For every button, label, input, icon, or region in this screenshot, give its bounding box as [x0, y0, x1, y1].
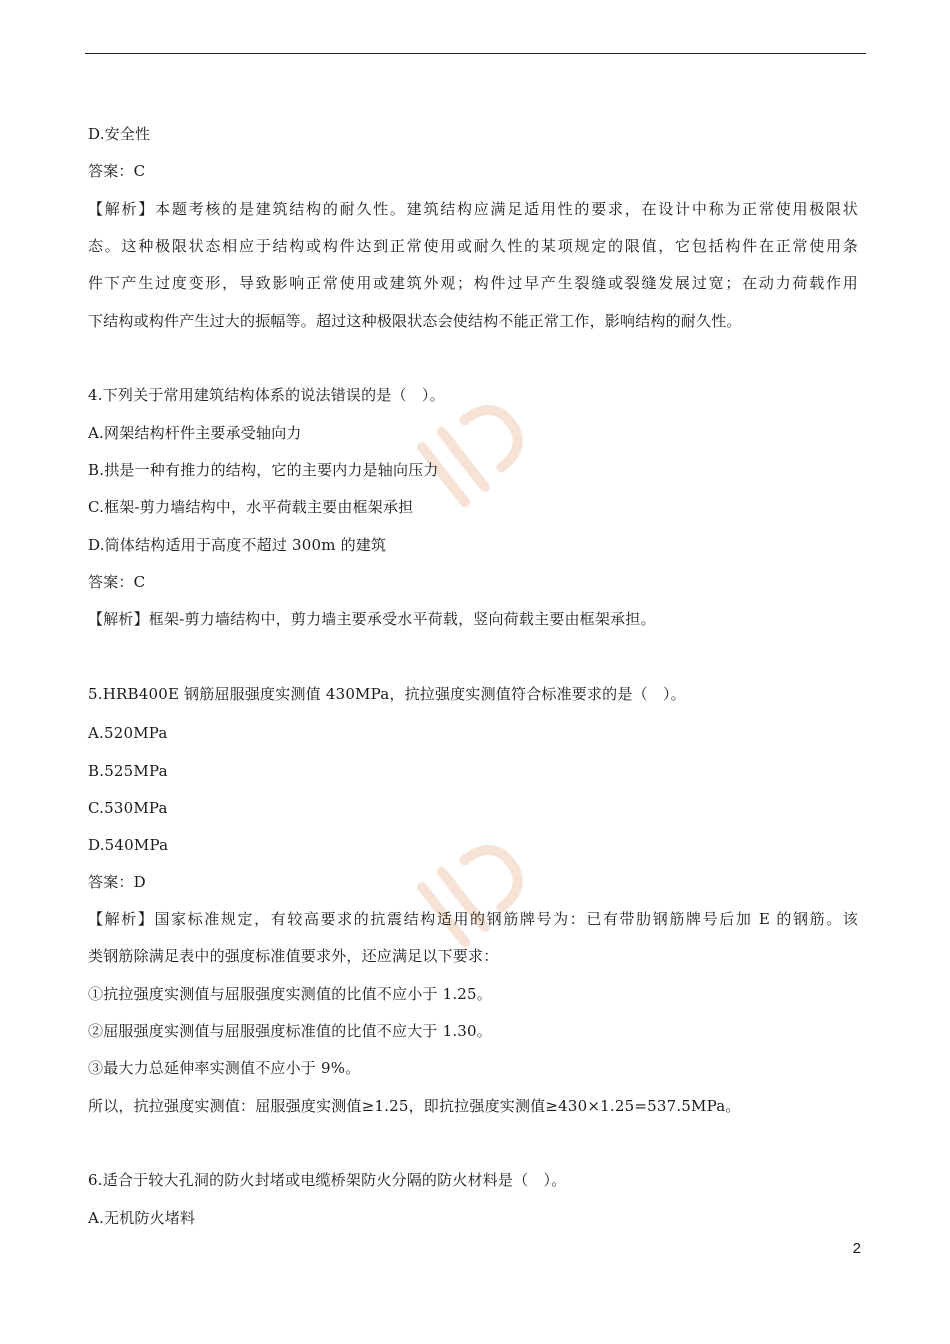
question-6: 6.适合于较大孔洞的防火封堵或电缆桥架防火分隔的防火材料是（ ）。 — [88, 1171, 567, 1189]
option-b-q5: B.525MPa — [88, 762, 168, 780]
analysis-q3-line3: 件下产生过度变形，导致影响正常使用或建筑外观；构件过早产生裂缝或裂缝发展过宽；在动力荷载作用 — [88, 274, 858, 292]
watermark-2 — [400, 820, 550, 960]
analysis-q5-item1: ①抗拉强度实测值与屈服强度实测值的比值不应小于 1.25。 — [88, 985, 492, 1003]
analysis-q4: 【解析】框架-剪力墙结构中，剪力墙主要承受水平荷载，竖向荷载主要由框架承担。 — [88, 610, 656, 628]
analysis-q3-line1: 【解析】本题考核的是建筑结构的耐久性。建筑结构应满足适用性的要求，在设计中称为正常使用极限状 — [88, 200, 858, 218]
analysis-q5-conclusion: 所以，抗拉强度实测值：屈服强度实测值≥1.25，即抗拉强度实测值≥430×1.25=537.5MPa。 — [88, 1097, 741, 1115]
answer-q5: 答案：D — [88, 873, 146, 891]
option-a-q4: A.网架结构杆件主要承受轴向力 — [88, 424, 302, 442]
question-4: 4.下列关于常用建筑结构体系的说法错误的是（ ）。 — [88, 386, 445, 404]
analysis-q3-line4: 下结构或构件产生过大的振幅等。超过这种极限状态会使结构不能正常工作，影响结构的耐久性。 — [88, 312, 742, 330]
analysis-q3-line2: 态。这种极限状态相应于结构或构件达到正常使用或耐久性的某项规定的限值，它包括构件在正常使用条 — [88, 237, 858, 255]
question-5: 5.HRB400E 钢筋屈服强度实测值 430MPa，抗拉强度实测值符合标准要求的是（ ）。 — [88, 685, 686, 703]
answer-q3: 答案：C — [88, 162, 146, 180]
page-number: 2 — [852, 1240, 861, 1257]
analysis-q5-line2: 类钢筋除满足表中的强度标准值要求外，还应满足以下要求： — [88, 947, 499, 965]
option-a-q5: A.520MPa — [88, 724, 168, 742]
analysis-q5-item3: ③最大力总延伸率实测值不应小于 9%。 — [88, 1059, 361, 1077]
option-b-q4: B.拱是一种有推力的结构，它的主要内力是轴向压力 — [88, 461, 439, 479]
analysis-q5-item2: ②屈服强度实测值与屈服强度标准值的比值不应大于 1.30。 — [88, 1022, 492, 1040]
answer-q4: 答案：C — [88, 573, 146, 591]
option-d-q4: D.筒体结构适用于高度不超过 300m 的建筑 — [88, 536, 387, 554]
option-d-q3: D.安全性 — [88, 125, 151, 143]
option-a-q6: A.无机防火堵料 — [88, 1209, 196, 1227]
option-d-q5: D.540MPa — [88, 836, 169, 854]
header-rule — [85, 53, 866, 54]
option-c-q5: C.530MPa — [88, 799, 168, 817]
analysis-q5-line1: 【解析】国家标准规定，有较高要求的抗震结构适用的钢筋牌号为：已有带肋钢筋牌号后加 E 的钢筋。该 — [88, 910, 858, 928]
option-c-q4: C.框架-剪力墙结构中，水平荷载主要由框架承担 — [88, 498, 414, 516]
